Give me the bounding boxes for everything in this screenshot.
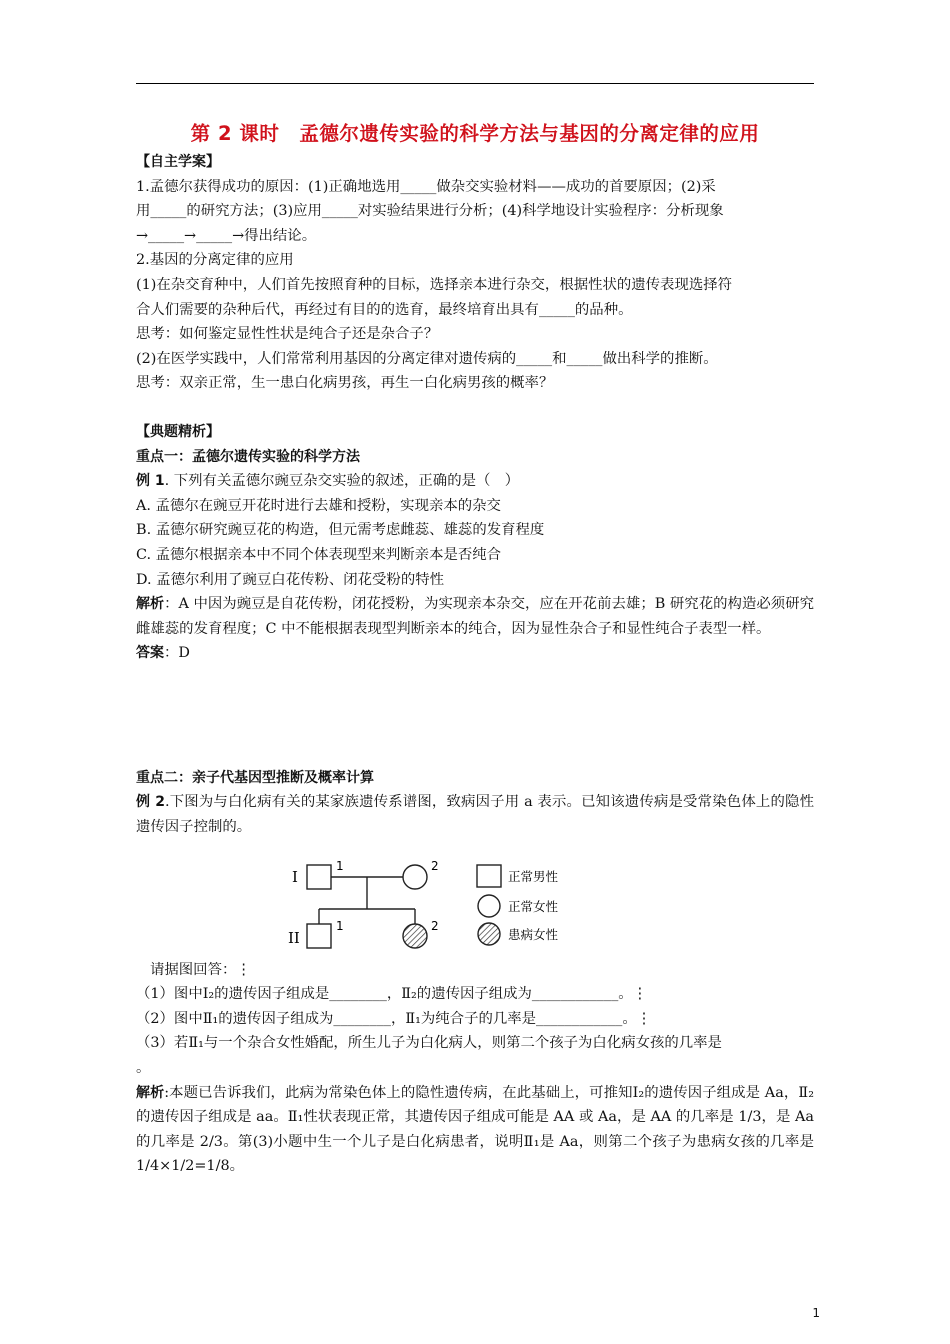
focus-one-heading: 重点一：孟德尔遗传实验的科学方法: [136, 448, 360, 465]
gen2-male-number: 1: [336, 918, 344, 933]
question-3: （3）若Ⅱ₁与一个杂合女性婚配，所生儿子为白化病人，则第二个孩子为白化病女孩的几率是: [136, 1035, 722, 1052]
text-line: 用_____的研究方法；(3)应用_____对实验结果进行分析；(4)科学地设计实验程序：分析现象: [136, 203, 724, 220]
text-line: 思考：如何鉴定显性性状是纯合子还是杂合子？: [136, 326, 439, 343]
gen1-female-number: 2: [431, 858, 439, 873]
explanation-label: 解析: [136, 596, 165, 613]
legend-female-symbol: [478, 895, 500, 917]
question-2: （2）图中Ⅱ₁的遗传因子组成为________，Ⅱ₁为纯合子的几率是____________。⋮: [136, 1010, 652, 1027]
gen1-female: [403, 865, 427, 889]
questions-intro: 请据图回答：⋮: [150, 961, 251, 978]
text-line: (2)在医学实践中，人们常常利用基因的分离定律对遗传病的_____和_____做出科学的推断。: [136, 350, 718, 367]
gen2-affected-female: [403, 924, 427, 948]
text-line: →_____→_____→得出结论。: [136, 227, 317, 244]
example-2-explanation: 解析:本题已告诉我们，此病为常染色体上的隐性遗传病，在此基础上，可推知Ⅰ₂的遗传因子组成是 Aa，Ⅱ₂的遗传因子组成是 aa。Ⅱ₁性状表现正常，其遗传因子组成可能是 AA 或 Aa，是 AA 的几率是 1/3，是 Aa 的几率是 2/3。第(3)小题中生一个儿子是白化病患者，说明Ⅱ₁是 Aa，则第二个孩子为患病女孩的几率是 1/4×1/2=1/8。: [136, 1084, 814, 1175]
option-b: B. 孟德尔研究豌豆花的构造，但元需考虑雌蕊、雄蕊的发育程度: [136, 522, 545, 539]
example-1-explanation: 解析：A 中因为豌豆是自花传粉，闭花授粉，为实现亲本杂交，应在开花前去雄；B 研究花的构造必须研究雌雄蕊的发育程度；C 中不能根据表现型判断亲本的纯合，因为显性杂合子和显性纯合子表型一样。: [136, 596, 815, 637]
generation-2-label: II: [288, 928, 300, 947]
self-study-heading: 【自主学案】: [136, 154, 220, 170]
answer-label: 答案: [136, 645, 164, 662]
example-1-label: 例 1: [136, 473, 165, 490]
explanation-label-2: 解析: [136, 1084, 165, 1101]
gen2-male: [307, 924, 331, 948]
pedigree-chart: [136, 854, 814, 954]
legend-normal-female: 正常女性: [508, 898, 559, 914]
text-line: 2.基因的分离定律的应用: [136, 252, 294, 269]
text-line: 合人们需要的杂种后代，再经过有目的的选育，最终培育出具有_____的品种。: [136, 301, 633, 318]
option-c: C. 孟德尔根据亲本中不同个体表现型来判断亲本是否纯合: [136, 546, 502, 563]
text-line: 1.孟德尔获得成功的原因：(1)正确地选用_____做杂交实验材料——成功的首要原因；(2)采: [136, 178, 716, 195]
focus-two-heading: 重点二：亲子代基因型推断及概率计算: [136, 769, 374, 786]
option-d: D. 孟德尔利用了豌豆白花传粉、闭花受粉的特性: [136, 571, 444, 588]
legend-normal-male: 正常男性: [508, 868, 559, 884]
analysis-heading: 【典题精析】: [136, 423, 220, 440]
example-1-answer: 答案：D: [136, 645, 190, 662]
page-title: 第 2 课时 孟德尔遗传实验的科学方法与基因的分离定律的应用: [190, 122, 760, 145]
page-number: 1: [812, 1306, 820, 1320]
question-3-end: 。: [136, 1060, 151, 1077]
gen1-male: [307, 865, 331, 889]
option-a: A. 孟德尔在豌豆开花时进行去雄和授粉，实现亲本的杂交: [136, 497, 501, 514]
example-2-question: 例 2.下图为与白化病有关的某家族遗传系谱图，致病因子用 a 表示。已知该遗传病是受常染色体上的隐性遗传因子控制的。: [136, 794, 814, 836]
example-1-question: 例 1. 下列有关孟德尔豌豆杂交实验的叙述，正确的是（ ）: [136, 473, 520, 490]
generation-1-label: I: [292, 867, 298, 886]
text-line: (1)在杂交育种中，人们首先按照育种的目标，选择亲本进行杂交，根据性状的遗传表现选择符: [136, 276, 733, 293]
text-line: 思考：双亲正常，生一患白化病男孩，再生一白化病男孩的概率？: [136, 375, 554, 392]
gen1-male-number: 1: [336, 858, 344, 873]
legend-affected-female: 患病女性: [508, 926, 559, 942]
question-1: （1）图中Ⅰ₂的遗传因子组成是________，Ⅱ₂的遗传因子组成为____________。⋮: [136, 986, 648, 1003]
document-body: [136, 118, 814, 1179]
header-rule: [136, 83, 814, 84]
legend-male-symbol: [477, 865, 501, 887]
legend-affected-symbol: [478, 923, 500, 945]
gen2-female-number: 2: [431, 918, 439, 933]
example-2-label: 例 2: [136, 794, 165, 811]
